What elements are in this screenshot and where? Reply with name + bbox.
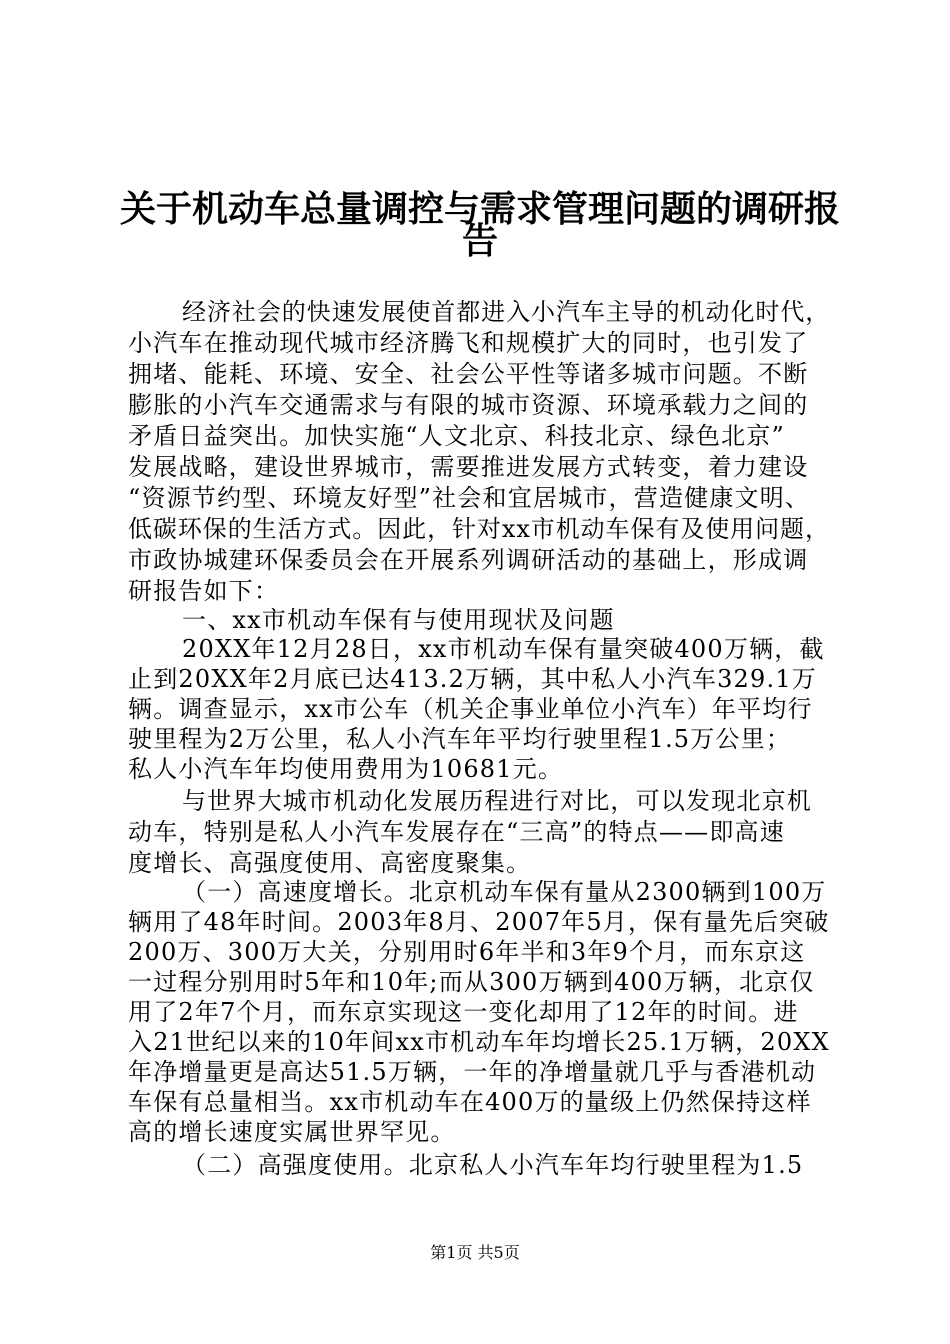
body-line: 年净增量更是高达51.5万辆，一年的净增量就几乎与香港机动 <box>128 1058 817 1086</box>
document-title-line-1: 关于机动车总量调控与需求管理问题的调研报 <box>119 189 840 230</box>
body-line: 200万、300万大关，分别用时6年半和3年9个月，而东京这 <box>128 938 806 966</box>
document-title-line-2: 告 <box>461 221 498 262</box>
body-line: 拥堵、能耗、环境、安全、社会公平性等诸多城市问题。不断 <box>128 360 809 388</box>
body-line: 辆用了48年时间。2003年8月、2007年5月，保有量先后突破 <box>128 908 830 936</box>
body-line: 膨胀的小汽车交通需求与有限的城市资源、环境承载力之间的 <box>128 391 809 419</box>
body-line: 车保有总量相当。xx市机动车在400万的量级上仍然保持这样 <box>128 1088 812 1116</box>
body-line: 辆。调查显示，xx市公车（机关企事业单位小汽车）年平均行 <box>128 695 813 723</box>
section-heading: 一、xx市机动车保有与使用现状及问题 <box>182 606 615 634</box>
body-line: 研报告如下： <box>128 577 280 605</box>
subsection-heading: （二）高强度使用。北京私人小汽车年均行驶里程为1.5 <box>182 1151 804 1179</box>
body-line: 市政协城建环保委员会在开展系列调研活动的基础上，形成调 <box>128 546 809 574</box>
body-line: 度增长、高强度使用、高密度聚集。 <box>128 849 532 877</box>
body-line: 20XX年12月28日，xx市机动车保有量突破400万辆，截 <box>182 635 825 663</box>
body-line: 经济社会的快速发展使首都进入小汽车主导的机动化时代， <box>182 298 831 326</box>
body-line: 止到20XX年2月底已达413.2万辆，其中私人小汽车329.1万 <box>128 665 817 693</box>
body-line: 一过程分别用时5年和10年;而从300万辆到400万辆，北京仅 <box>128 968 815 996</box>
body-line: 低碳环保的生活方式。因此，针对xx市机动车保有及使用问题， <box>128 515 830 543</box>
body-line: 驶里程为2万公里，私人小汽车年平均行驶里程1.5万公里； <box>128 725 792 753</box>
body-line: “资源节约型、环境友好型”社会和宜居城市，营造健康文明、 <box>128 484 811 512</box>
body-line: 矛盾日益突出。加快实施“人文北京、科技北京、绿色北京” <box>128 422 785 450</box>
body-line: 私人小汽车年均使用费用为10681元。 <box>128 755 564 783</box>
body-line: 入21世纪以来的10年间xx市机动车年均增长25.1万辆，20XX <box>128 1028 830 1056</box>
body-line: 与世界大城市机动化发展历程进行对比，可以发现北京机 <box>182 787 812 815</box>
body-line: 小汽车在推动现代城市经济腾飞和规模扩大的同时，也引发了 <box>128 329 809 357</box>
body-line: 高的增长速度实属世界罕见。 <box>128 1118 456 1146</box>
subsection-heading: （一）高速度增长。北京机动车保有量从2300辆到100万 <box>182 878 827 906</box>
page-number-footer: 第1页 共5页 <box>430 1243 520 1262</box>
body-line: 用了2年7个月，而东京实现这一变化却用了12年的时间。进 <box>128 998 799 1026</box>
body-line: 发展战略，建设世界城市，需要推进发展方式转变，着力建设 <box>128 453 809 481</box>
body-line: 动车，特别是私人小汽车发展存在“三高”的特点——即高速 <box>128 818 785 846</box>
